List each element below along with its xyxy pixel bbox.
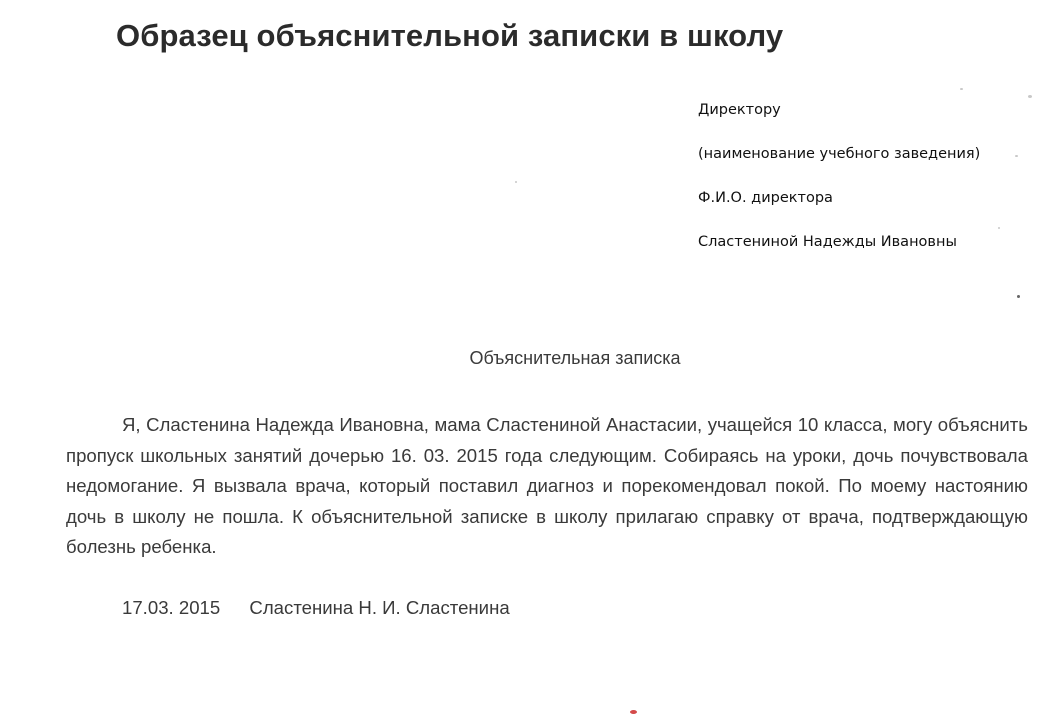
scan-speck [515,181,517,183]
document-signature: Сластенина Н. И. Сластенина [249,597,510,618]
scan-speck [1015,155,1018,157]
scan-speck [1028,95,1032,98]
scan-speck [1017,295,1020,298]
addressee-director-name-label: Ф.И.О. директора [698,190,833,206]
document-body: Я, Сластенина Надежда Ивановна, мама Сластениной Анастасии, учащейся 10 класса, могу объяснить пропуск школьных занятий дочерью 16. 03. 2015 года следующим. Собираясь на уроки, дочь почувствовала недомогание. Я вызвала врача, который поставил диагноз и порекомендовал покой. По моему настоянию дочь в школу не пошла. К объяснительной записке в школу прилагаю справку от врача, подтверждающую болезнь ребенка. [66,414,1028,557]
page-title: Образец объяснительной записки в школу [116,18,784,53]
signature-line [122,597,510,619]
document-title: Объяснительная записка [469,348,681,368]
addressee-institution: (наименование учебного заведения) [698,146,981,162]
addressee-sender-name: Сластениной Надежды Ивановны [698,234,957,250]
addressee-position: Директору [698,102,781,118]
scan-speck [960,88,963,90]
document-date: 17.03. 2015 [122,597,221,618]
scan-speck [998,227,1000,229]
scan-speck-red [630,710,637,714]
